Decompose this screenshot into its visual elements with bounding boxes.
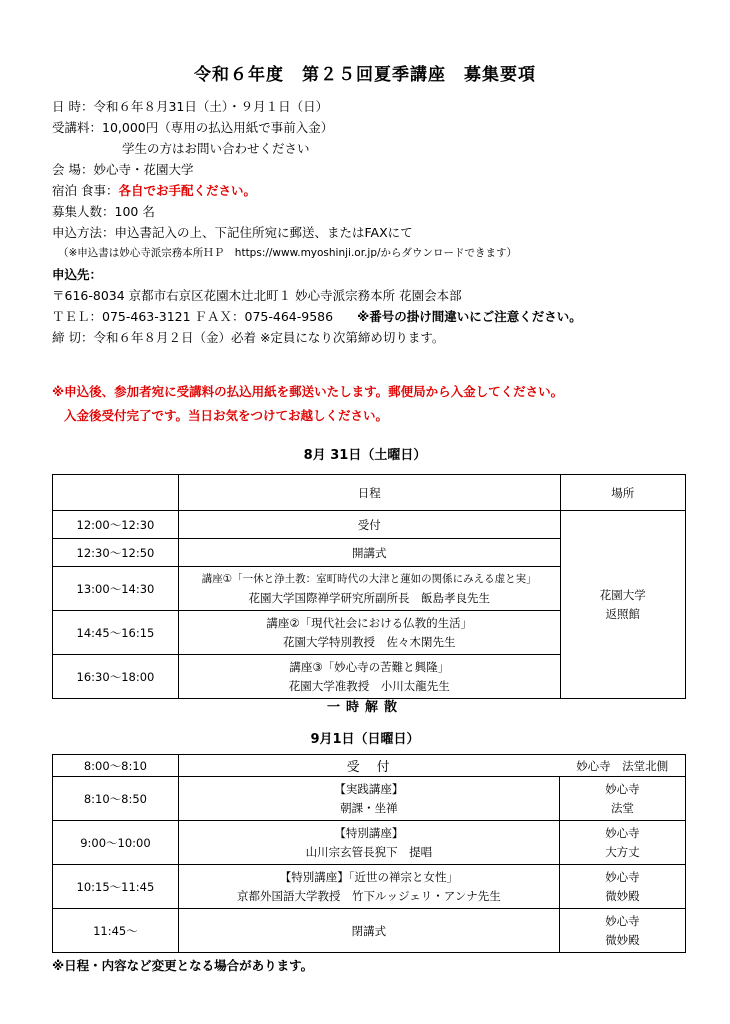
schedule-cell (178, 821, 559, 865)
lecture-title: 講座③「妙心寺の苦難と興隆」 (289, 659, 450, 674)
place-cell (559, 777, 685, 821)
place-line: 妙心寺 (605, 913, 640, 928)
event-details (52, 96, 692, 348)
lecturer-name: 花園大学特別教授 佐々木閑先生 (282, 634, 456, 649)
schedule-cell (178, 611, 560, 655)
table-row (53, 755, 686, 777)
place-line: 妙心寺 (605, 781, 640, 796)
session-title: 【特別講座】「近世の禅宗と女性」 (279, 869, 458, 884)
event-lodging (52, 180, 692, 201)
contact-line (52, 306, 692, 327)
place-line: 返照館 (605, 606, 641, 621)
lodging-value: 各自でお手配ください。 (118, 183, 256, 198)
schedule-cell: 開講式 (178, 539, 560, 567)
session-detail: 山川宗玄管長猊下 提唱 (305, 844, 433, 859)
time-cell: 8:00〜8:10 (53, 755, 179, 777)
table-row (53, 821, 686, 865)
footnote: ※日程・内容など変更となる場合があります。 (52, 958, 314, 973)
place-line: 微妙殿 (605, 932, 640, 947)
lecture-title: 講座①「一休と浄土教：室町時代の大津と蓮如の関係にみえる虚と実」 (201, 572, 537, 585)
apply-note: （※申込書は妙心寺派宗務本所ＨＰ https://www.myoshinji.or.jp/からダウンロードできます） (58, 247, 518, 259)
time-cell: 12:30〜12:50 (53, 539, 179, 567)
time-cell: 10:15〜11:45 (53, 865, 179, 909)
place-line: 法堂 (610, 800, 634, 815)
time-cell: 16:30〜18:00 (53, 655, 179, 699)
time-cell: 12:00〜12:30 (53, 511, 179, 539)
table-row (53, 777, 686, 821)
notice-line-1: ※申込後、参加者宛に受講料の払込用紙を郵送いたします。郵便局から入金してください。 (52, 384, 564, 399)
apply-method: 申込方法：申込書記入の上、下記住所宛に郵送、またはFAXにて (52, 225, 413, 240)
place-line: 大方丈 (605, 844, 640, 859)
day2-schedule-table (52, 754, 686, 953)
lecturer-name: 花園大学国際禅学研究所副所長 飯島孝良先生 (248, 590, 490, 605)
table-row (53, 865, 686, 909)
place-line: 花園大学 (599, 587, 646, 602)
payment-notice (52, 380, 702, 428)
table-row (53, 909, 686, 953)
tel-warning: ※番号の掛け間違いにご注意ください。 (357, 309, 582, 324)
schedule-cell: 受 付 (178, 755, 559, 777)
schedule-cell: 閉講式 (178, 909, 559, 953)
day1-schedule-table (52, 474, 686, 699)
event-capacity: 募集人数：100 名 (52, 204, 155, 219)
event-venue: 会 場：妙心寺・花園大学 (52, 162, 194, 177)
schedule-cell (178, 655, 560, 699)
schedule-cell (178, 777, 559, 821)
deadline: 締 切：令和６年８月２日（金）必着 ※定員になり次第締め切ります。 (52, 330, 445, 345)
dismiss-label: 一時解散 (326, 700, 403, 715)
place-line: 妙心寺 (605, 869, 640, 884)
place-cell (559, 865, 685, 909)
day1-heading: 8月 31日（土曜日） (303, 448, 427, 463)
header-schedule-cell: 日程 (178, 475, 560, 511)
schedule-cell (178, 865, 559, 909)
table-row (53, 511, 686, 539)
event-fee-students: 学生の方はお問い合わせください (122, 141, 310, 156)
session-detail: 朝課・坐禅 (340, 800, 398, 815)
time-cell: 9:00〜10:00 (53, 821, 179, 865)
schedule-cell: 受付 (178, 511, 560, 539)
place-cell: 妙心寺 法堂北側 (559, 755, 685, 777)
tel-fax: ＴＥＬ：075-463-3121 ＦＡＸ：075-464-9586 (52, 309, 334, 324)
place-line: 妙心寺 (605, 825, 640, 840)
event-date: 日 時：令和６年８月31日（土）・９月１日（日） (52, 99, 329, 114)
schedule-cell (178, 567, 560, 611)
header-place-cell: 場所 (560, 475, 685, 511)
lecture-title: 講座②「現代社会における仏教的生活」 (266, 615, 473, 630)
table-header-row (53, 475, 686, 511)
place-cell (560, 511, 685, 699)
time-cell: 8:10〜8:50 (53, 777, 179, 821)
address: 〒616-8034 京都市右京区花園木辻北町１ 妙心寺派宗務本所 花園会本部 (52, 288, 462, 303)
notice-line-2: 入金後受付完了です。当日お気をつけてお越しください。 (64, 408, 389, 423)
place-cell (559, 909, 685, 953)
place-line: 微妙殿 (605, 888, 640, 903)
lodging-label: 宿泊 食事： (52, 183, 119, 198)
session-detail: 京都外国語大学教授 竹下ルッジェリ・アンナ先生 (236, 888, 501, 903)
page-title: 令和６年度 第２５回夏季講座 募集要項 (194, 65, 536, 85)
time-cell: 11:45〜 (53, 909, 179, 953)
header-time-cell (53, 475, 179, 511)
day2-heading: 9月1日（日曜日） (310, 732, 420, 747)
lecturer-name: 花園大学准教授 小川太龍先生 (288, 678, 450, 693)
time-cell: 13:00〜14:30 (53, 567, 179, 611)
session-title: 【実践講座】 (334, 781, 404, 796)
apply-to-label: 申込先： (52, 267, 103, 282)
time-cell: 14:45〜16:15 (53, 611, 179, 655)
event-fee: 受講料：10,000円（専用の払込用紙で事前入金） (52, 120, 334, 135)
place-cell (559, 821, 685, 865)
session-title: 【特別講座】 (334, 825, 404, 840)
